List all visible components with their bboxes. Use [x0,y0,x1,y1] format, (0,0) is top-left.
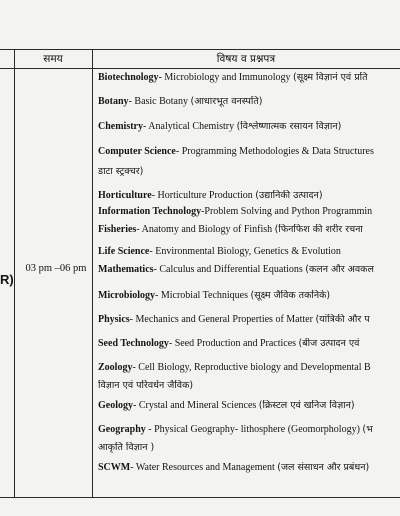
subject-name: Biotechnology [98,72,159,83]
paper-title-hindi: (यांत्रिकी और प [315,314,370,325]
header-subject: विषय व प्रश्नपत्र [216,53,276,65]
paper-title: - Analytical Chemistry [143,121,237,132]
paper-title: - Physical Geography- lithosphere (Geomorphology) [145,424,363,435]
subject-name: Chemistry [98,121,143,132]
paper-title-hindi: (भ [362,424,373,435]
paper-title: - Basic Botany [128,96,191,107]
paper-title-hindi: डाटा स्ट्रक्चर) [98,166,144,177]
paper-title: - Anatomy and Biology of Finfish [136,224,275,235]
subject-row [98,264,400,276]
subject-row [98,442,400,454]
table-top-border [0,49,400,50]
paper-title: - Microbial Techniques [155,290,251,301]
paper-title: - Crystal and Mineral Sciences [133,400,259,411]
header-time: समय [43,53,63,65]
paper-title-hindi: (विश्लेष्णात्मक रसायन विज्ञान) [236,121,342,132]
header-bottom-border [0,68,400,69]
subject-row [98,190,400,202]
column-divider-2 [92,49,93,498]
subject-name: Horticulture [98,190,152,201]
subject-name: Seed Technology [98,338,169,349]
subject-row [98,72,400,84]
subject-row [98,246,400,258]
paper-title: - Calculus and Differential Equations [153,264,306,275]
subject-row [98,206,400,218]
subject-row [98,290,400,302]
subject-name: Physics [98,314,130,325]
subject-row [98,314,400,326]
paper-title: - Environmental Biology, Genetics & Evolution [149,246,341,257]
subject-row [98,462,400,474]
paper-title-hindi: (सूक्ष्म विज्ञानं एवं प्रति [293,72,368,83]
subject-row [98,224,400,236]
paper-title-hindi: (जल संसाधन और प्रबंधन) [277,462,370,473]
time-slot: 03 pm –06 pm [25,263,87,274]
subject-name: Botany [98,96,129,107]
paper-title: - Microbiology and Immunology [158,72,293,83]
paper-title: - Water Resources and Management [130,462,278,473]
subject-name: Microbiology [98,290,156,301]
paper-title-hindi: (बीज उत्पादन एवं [298,338,360,349]
paper-title: - Horticulture Production [151,190,256,201]
subject-row [98,121,400,133]
subject-row [98,400,400,412]
subject-name: Computer Science [98,146,176,157]
subject-name: Zoology [98,362,133,373]
paper-title-hindi: (उद्यानिकी उत्पादन) [255,190,323,201]
date-column-fragment: R) [0,272,14,287]
subject-name: Information Technology [98,206,202,217]
subject-row [98,362,400,374]
paper-title: -Problem Solving and Python Programmin [201,206,373,217]
paper-title: - Cell Biology, Reproductive biology and Developmental B [132,362,371,373]
paper-title: - Mechanics and General Properties of Matter [129,314,316,325]
paper-title-hindi: विज्ञान एवं परिवर्धन जैविक) [98,380,194,391]
paper-title: - Programming Methodologies & Data Structures [175,146,374,157]
subject-name: Geology [98,400,133,411]
subject-row [98,338,400,350]
subject-row [98,96,400,108]
paper-title-hindi: (क्रिस्टल एवं खनिज विज्ञान) [258,400,355,411]
subject-name: Geography [98,424,146,435]
subject-row [98,166,400,178]
subject-row [98,380,400,392]
paper-title-hindi: (सूक्ष्म जैविक तकनिके) [250,290,331,301]
subject-row [98,424,400,436]
subject-name: SCWM [98,462,131,473]
subject-name: Mathematics [98,264,154,275]
paper-title-hindi: (आधारभूत वनस्पति) [190,96,263,107]
column-divider-1 [14,49,15,498]
paper-title: - Seed Production and Practices [168,338,299,349]
subject-name: Fisheries [98,224,137,235]
subject-name: Life Science [98,246,150,257]
paper-title-hindi: आकृति विज्ञान ) [98,442,155,453]
subject-row [98,146,400,158]
table-bottom-border [0,497,400,498]
paper-title-hindi: (कलन और अवकल [305,264,374,275]
paper-title-hindi: (फिनफिश की शरीर रचना [274,224,363,235]
